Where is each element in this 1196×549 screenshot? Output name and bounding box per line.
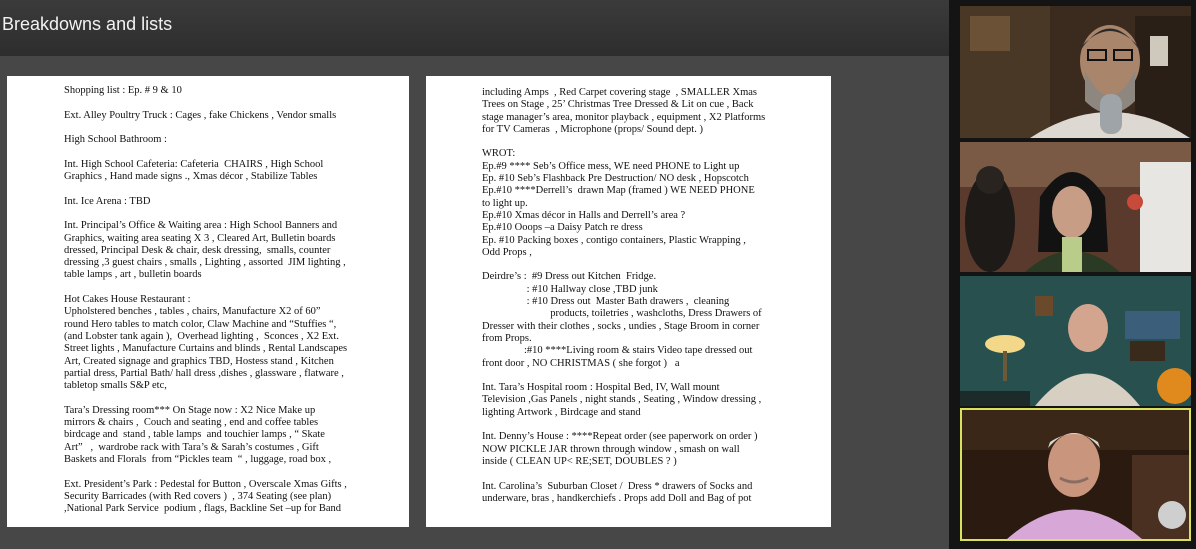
document-line: Ep.#9 **** Seb’s Office mess, WE need PHONE to Light up	[482, 160, 740, 172]
document-line: stage manager’s area, monitor playback , equipment , X2 Platforms	[482, 111, 766, 123]
document-line: birdcage and stand , table lamps and touchier lamps , “ Skate	[64, 429, 325, 441]
document-line: table lamps , art , bulletin boards	[64, 269, 202, 281]
participant-video-2[interactable]	[960, 142, 1191, 272]
document-line: Graphics, waiting area seating X 3 , Cleared Art, Bulletin boards	[64, 232, 336, 244]
document-paragraph	[482, 431, 795, 468]
document-line: to light up.	[482, 197, 528, 209]
document-line: Hot Cakes House Restaurant :	[64, 294, 191, 306]
document-line: High School Bathroom :	[64, 134, 167, 146]
document-paragraph	[64, 405, 379, 466]
document-line: front door , NO CHRISTMAS ( she forgot ) a	[482, 357, 680, 369]
document-line: round Hero tables to match color, Claw Machine and “Stuffies “,	[64, 318, 337, 330]
document-line: partial dress, Partial Bath/ hall dress ,dishes , glassware , flatware ,	[64, 367, 344, 379]
document-paragraph	[64, 134, 379, 146]
document-line: :#10 ****Living room & stairs Video tape dressed out	[482, 345, 753, 357]
document-paragraph	[482, 148, 795, 259]
document-line: Tara’s Dressing room*** On Stage now : X2 Nice Make up	[64, 404, 316, 416]
slide-title: Breakdowns and lists	[2, 14, 173, 34]
document-line: Ext. President’s Park : Pedestal for Button , Overscale Xmas Gifts ,	[64, 478, 347, 490]
document-line: Graphics , Hand made signs ., Xmas décor , Stabilize Tables	[64, 171, 318, 183]
video-feed-4	[962, 410, 1189, 539]
document-line: Int. Carolina’s Suburban Closet / Dress * drawers of Socks and	[482, 480, 753, 492]
video-feed-2	[960, 142, 1191, 272]
document-line: : #10 Dress out Master Bath drawers , cleaning	[482, 296, 730, 308]
document-line: tabletop smalls S&P etc,	[64, 380, 167, 392]
document-paragraph	[64, 85, 379, 97]
video-feed-3	[960, 276, 1191, 406]
document-line: mirrors & chairs , Couch and seating , end and coffee tables	[64, 417, 319, 429]
document-paragraph	[482, 271, 795, 369]
participant-video-1[interactable]	[960, 6, 1191, 138]
document-line: Ep.#10 Ooops –a Daisy Patch re dress	[482, 222, 643, 234]
document-line: Trees on Stage , 25’ Christmas Tree Dressed & Lit on cue , Back	[482, 99, 754, 111]
document-line: Baskets and Florals from “Pickles team “ , luggage, road box ,	[64, 453, 332, 465]
document-page-right	[426, 76, 831, 527]
document-line: Deirdre’s : #9 Dress out Kitchen Fridge.	[482, 271, 657, 283]
document-line: products, toiletries , washcloths, Dress Drawers of	[482, 308, 762, 320]
document-line: Upholstered benches , tables , chairs, Manufacture X2 of 60”	[64, 306, 321, 318]
document-line: (and Lobster tank again ), Overhead lighting , Sconces , X2 Ext.	[64, 330, 339, 342]
document-paragraph	[64, 220, 379, 281]
document-line: Odd Props ,	[482, 246, 532, 258]
document-line: inside ( CLEAN UP< RE;SET, DOUBLES ? )	[482, 455, 677, 467]
document-paragraph	[64, 294, 379, 392]
document-line: Ep. #10 Packing boxes , contigo containers, Plastic Wrapping ,	[482, 234, 746, 246]
document-paragraph	[64, 159, 379, 184]
participant-video-3[interactable]	[960, 276, 1191, 406]
document-paragraph	[64, 110, 379, 122]
document-line: from Props.	[482, 332, 532, 344]
document-line: Security Barricades (with Red covers ) , 374 Seating (see plan)	[64, 490, 332, 502]
document-line: Ep. #10 Seb’s Flashback Pre Destruction/ NO desk , Hopscotch	[482, 173, 749, 185]
document-line: Ext. Alley Poultry Truck : Cages , fake Chickens , Vendor smalls	[64, 109, 337, 121]
document-line: dressing ,3 guest chairs , smalls , Lighting , assorted JIM lighting ,	[64, 257, 346, 269]
document-line: Ep.#10 Xmas décor in Halls and Derrell’s area ?	[482, 209, 686, 221]
document-line: Int. High School Cafeteria: Cafeteria CHAIRS , High School	[64, 158, 324, 170]
document-page-left	[7, 76, 409, 527]
document-paragraph	[64, 479, 379, 516]
participant-gallery	[949, 0, 1196, 549]
document-line: lighting Artwork , Birdcage and stand	[482, 406, 641, 418]
document-line: Int. Tara’s Hospital room : Hospital Bed, IV, Wall mount	[482, 382, 720, 394]
document-line: Television ,Gas Panels , night stands , Seating , Window dressing ,	[482, 394, 762, 406]
document-line: dressed, Principal Desk & chair, desk dressing, smalls, counter	[64, 244, 331, 256]
document-line: : #10 Hallway close ,TBD junk	[482, 283, 658, 295]
slide-title-bar	[0, 0, 949, 56]
document-paragraph	[64, 196, 379, 208]
document-line: NOW PICKLE JAR thrown through window , smash on wall	[482, 443, 740, 455]
document-line: Art” , wardrobe rack with Tara’s & Sarah’s costumes , Gift	[64, 441, 319, 453]
document-paragraph	[482, 87, 795, 136]
document-line: Int. Denny’s House : ****Repeat order (see paperwork on order )	[482, 431, 758, 443]
document-line: WROT:	[482, 148, 516, 160]
document-line: underware, bras , handkerchiefs . Props add Doll and Bag of pot	[482, 492, 752, 504]
document-line: Street lights , Manufacture Curtains and blinds , Rental Landscapes	[64, 343, 348, 355]
document-paragraph	[482, 382, 795, 419]
document-line: Dresser with their clothes , socks , undies , Stage Broom in corner	[482, 320, 760, 332]
document-line: Art, Created signage and graphics TBD, Hostess stand , Kitchen	[64, 355, 334, 367]
document-line: including Amps , Red Carpet covering stage , SMALLER Xmas	[482, 87, 758, 98]
document-line: for TV Cameras , Microphone (props/ Sound dept. )	[482, 123, 703, 135]
document-line: Ep.#10 ****Derrell’s drawn Map (framed ) WE NEED PHONE	[482, 185, 755, 197]
document-line: Int. Principal’s Office & Waiting area : High School Banners and	[64, 220, 338, 232]
document-line: ,National Park Service podium , flags, Backline Set –up for Band	[64, 503, 342, 515]
participant-video-4[interactable]	[960, 408, 1191, 541]
document-line: Int. Ice Arena : TBD	[64, 195, 151, 207]
document-line: Shopping list : Ep. # 9 & 10	[64, 85, 182, 96]
document-paragraph	[482, 481, 795, 506]
video-feed-1	[960, 6, 1191, 138]
